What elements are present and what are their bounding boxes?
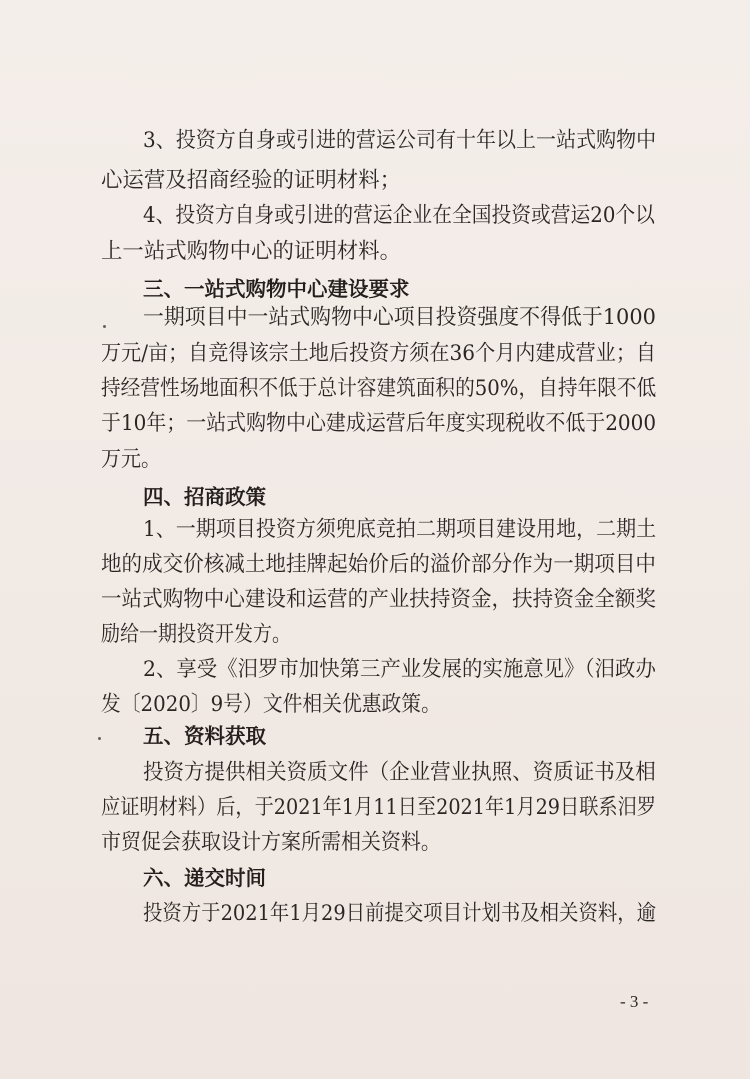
- paragraph-line: 万元/亩；自竞得该宗土地后投资方须在36个月内建成营业；自: [101, 341, 657, 366]
- paragraph-line: 1、一期项目投资方须兜底竞拍二期项目建设用地，二期土: [143, 517, 657, 542]
- paragraph-line: 3、投资方自身或引进的营运公司有十年以上一站式购物中: [143, 128, 657, 153]
- paragraph-line: 心运营及招商经验的证明材料；: [101, 168, 402, 193]
- paragraph-line: 于10年；一站式购物中心建成运营后年度实现税收不低于2000: [101, 411, 657, 436]
- paragraph-line: 发〔2020〕9号）文件相关优惠政策。: [101, 692, 441, 717]
- paragraph-line: 地的成交价核减土地挂牌起始价后的溢价部分作为一期项目中: [101, 552, 656, 577]
- paragraph-line: 应证明材料）后，于2021年1月11日至2021年1月29日联系汨罗: [101, 795, 657, 820]
- page-number: - 3 -: [620, 992, 649, 1011]
- paragraph-line: 4、投资方自身或引进的营运企业在全国投资或营运20个以: [143, 203, 655, 228]
- scan-speck: [98, 737, 101, 740]
- paragraph-line: 持经营性场地面积不低于总计容建筑面积的50%，自持年限不低: [101, 376, 657, 401]
- section-heading: 六、递交时间: [143, 866, 266, 890]
- paragraph-line: 2、享受《汨罗市加快第三产业发展的实施意见》（汨政办: [143, 657, 656, 682]
- paragraph-line: 一站式购物中心建设和运营的产业扶持资金，扶持资金全额奖: [101, 587, 656, 612]
- section-heading: 五、资料获取: [143, 724, 266, 748]
- paragraph-line: 励给一期投资开发方。: [101, 622, 292, 647]
- paragraph-line: 投资方提供相关资质文件（企业营业执照、资质证书及相: [143, 760, 656, 785]
- paragraph-line: 投资方于2021年1月29日前提交项目计划书及相关资料，逾: [143, 901, 657, 926]
- scan-speck: [103, 325, 106, 328]
- paragraph-line: 一期项目中一站式购物中心项目投资强度不得低于1000: [143, 305, 656, 330]
- paragraph-line: 上一站式购物中心的证明材料。: [101, 239, 402, 264]
- paragraph-line: 万元。: [101, 447, 161, 472]
- paragraph-line: 市贸促会获取设计方案所需相关资料。: [101, 830, 441, 855]
- section-heading: 四、招商政策: [143, 485, 266, 509]
- section-heading: 三、一站式购物中心建设要求: [143, 277, 410, 301]
